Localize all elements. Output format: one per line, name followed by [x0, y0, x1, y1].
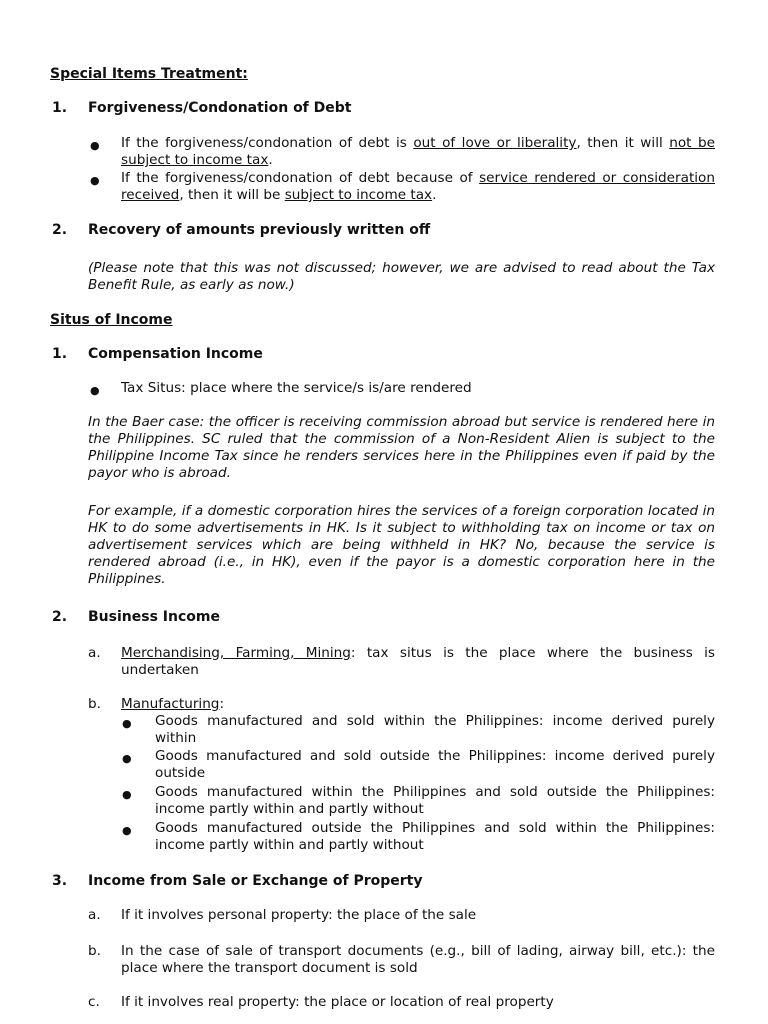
letter-b: b.	[88, 696, 101, 712]
item-real-property: If it involves real property: the place or location of real property	[121, 994, 554, 1010]
heading-sale-property: Income from Sale or Exchange of Property	[88, 873, 423, 889]
note-tax-benefit-rule: (Please note that this was not discussed; however, we are advised to read about the Tax Benefit Rule, as early as now.)	[88, 260, 715, 293]
bullet-icon: ●	[90, 384, 100, 397]
item-number-2: 2.	[52, 609, 68, 625]
bullet-tax-situs: Tax Situs: place where the service/s is/are rendered	[121, 380, 472, 396]
bullet-text-part: , then it will be	[179, 187, 285, 203]
underlined-phrase: service rendered or consideration received	[121, 170, 715, 203]
item-number-1: 1.	[52, 346, 68, 362]
paragraph-example: For example, if a domestic corporation hires the services of a foreign corporation located in HK to do some advertisements in HK. Is it subject to withholding tax on income or tax on advertisement services which are being withheld in HK? No, because the service is rendered abroad (i.e., in HK), even if the payor is a domestic corporation here in the Philippines.	[88, 503, 715, 587]
letter-c: c.	[88, 994, 100, 1010]
heading-business-income: Business Income	[88, 609, 220, 625]
bullet-icon: ●	[122, 824, 132, 837]
bullet-forgiveness-love	[121, 135, 715, 169]
bullet-text-part: If the forgiveness/condonation of debt because of	[121, 170, 480, 186]
item-text-part: : tax situs is the place where the business is undertaken	[121, 645, 716, 678]
underlined-phrase: not be subject to income tax	[121, 135, 715, 168]
letter-b: b.	[88, 943, 101, 959]
heading-recovery: Recovery of amounts previously written off	[88, 222, 431, 238]
underlined-phrase: subject to income tax	[284, 187, 433, 203]
bullet-text-part: If the forgiveness/condonation of debt is	[121, 135, 414, 151]
underlined-phrase: out of love or liberality	[413, 135, 577, 151]
section-title-situs: Situs of Income	[50, 312, 173, 328]
item-manufacturing	[121, 696, 715, 713]
bullet-forgiveness-service	[121, 170, 715, 204]
bullet-text-part: , then it will	[576, 135, 670, 151]
bullet-manufacturing-3: Goods manufactured within the Philippines and sold outside the Philippines: income partly within and partly without	[155, 784, 715, 817]
item-number-2: 2.	[52, 222, 68, 238]
bullet-icon: ●	[122, 788, 132, 801]
underlined-phrase: Merchandising, Farming, Mining	[121, 645, 351, 661]
bullet-text-part: .	[432, 187, 437, 203]
bullet-icon: ●	[122, 752, 132, 765]
heading-compensation: Compensation Income	[88, 346, 263, 362]
bullet-text-part: .	[268, 152, 273, 168]
item-merchandising	[121, 645, 715, 679]
item-text-part: :	[219, 696, 225, 712]
item-number-3: 3.	[52, 873, 68, 889]
heading-forgiveness: Forgiveness/Condonation of Debt	[88, 100, 352, 116]
bullet-icon: ●	[90, 139, 100, 152]
section-title-special-items: Special Items Treatment:	[50, 66, 248, 82]
paragraph-baer-case: In the Baer case: the officer is receiving commission abroad but service is rendered here in the Philippines. SC ruled that the commission of a Non-Resident Alien is subject to the Philippine Income Tax since he renders services here in the Philippines even if paid by the payor who is abroad.	[88, 414, 715, 481]
item-number-1: 1.	[52, 100, 68, 116]
bullet-icon: ●	[90, 174, 100, 187]
bullet-manufacturing-4: Goods manufactured outside the Philippines and sold within the Philippines: income partly within and partly without	[155, 820, 715, 853]
bullet-icon: ●	[122, 717, 132, 730]
letter-a: a.	[88, 907, 101, 923]
bullet-manufacturing-2: Goods manufactured and sold outside the Philippines: income derived purely outside	[155, 748, 715, 781]
item-personal-property: If it involves personal property: the place of the sale	[121, 907, 477, 923]
item-transport-documents: In the case of sale of transport documents (e.g., bill of lading, airway bill, etc.): the place where the transport document is sold	[121, 943, 715, 976]
underlined-phrase: Manufacturing	[121, 696, 220, 712]
letter-a: a.	[88, 645, 101, 661]
bullet-manufacturing-1: Goods manufactured and sold within the Philippines: income derived purely within	[155, 713, 715, 746]
